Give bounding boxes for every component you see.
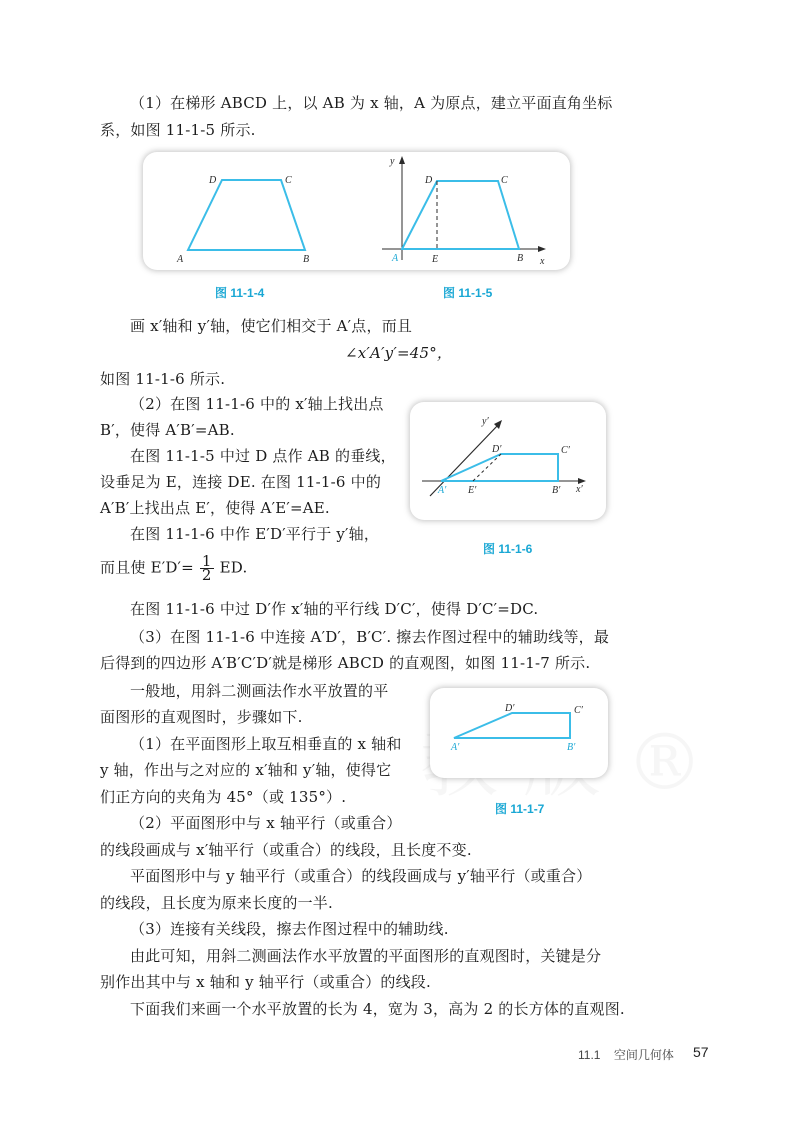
label-D-prime: D′ bbox=[505, 703, 515, 714]
text-run: ED. bbox=[219, 558, 248, 577]
section-title: 空间几何体 bbox=[613, 1048, 674, 1062]
label-C: C bbox=[501, 175, 508, 186]
body-text: （2）平面图形中与 x 轴平行（或重合） bbox=[130, 814, 402, 832]
body-text: 面图形的直观图时，步骤如下. bbox=[100, 708, 303, 726]
figure-11-1-4 bbox=[143, 152, 363, 270]
body-text: 在图 11-1-6 中过 D′作 x′轴的平行线 D′C′，使得 D′C′=DC. bbox=[130, 600, 539, 618]
page-number: 57 bbox=[693, 1044, 709, 1060]
parallelogram-abcd-prime bbox=[441, 454, 558, 481]
body-text: 由此可知，用斜二测画法作水平放置的平面图形的直观图时，关键是分 bbox=[130, 947, 602, 965]
label-E-prime: E′ bbox=[468, 485, 477, 496]
body-text: 一般地，用斜二测画法作水平放置的平 bbox=[130, 682, 389, 700]
body-text: （1）在平面图形上取互相垂直的 x 轴和 bbox=[130, 735, 402, 753]
caption-11-1-5: 图 11-1-5 bbox=[443, 286, 493, 300]
body-text: 在图 11-1-5 中过 D 点作 AB 的垂线， bbox=[130, 447, 396, 465]
figure-11-1-5 bbox=[370, 152, 570, 270]
body-text: 系，如图 11-1-5 所示. bbox=[100, 121, 256, 139]
label-C-prime: C′ bbox=[574, 705, 583, 716]
trapezoid-abcd bbox=[402, 181, 519, 249]
caption-11-1-7: 图 11-1-7 bbox=[495, 802, 545, 816]
label-B: B bbox=[517, 253, 524, 264]
section-number: 11.1 bbox=[578, 1048, 601, 1062]
body-text: 下面我们来画一个水平放置的长为 4，宽为 3，高为 2 的长方体的直观图. bbox=[130, 1000, 625, 1018]
body-text: 设垂足为 E，连接 DE. 在图 11-1-6 中的 bbox=[100, 473, 382, 491]
body-text: 在图 11-1-6 中作 E′D′平行于 y′轴， bbox=[130, 525, 380, 543]
body-text: 们正方向的夹角为 45°（或 135°）. bbox=[100, 788, 347, 806]
label-A-prime: A′ bbox=[438, 485, 447, 496]
body-text: 如图 11-1-6 所示. bbox=[100, 370, 226, 388]
caption-11-1-6: 图 11-1-6 bbox=[483, 542, 533, 556]
text-run: 而且使 E′D′= bbox=[100, 558, 194, 577]
formula: ∠x′A′y′=45°， bbox=[345, 344, 453, 362]
body-text: （2）在图 11-1-6 中的 x′轴上找出点 bbox=[130, 395, 384, 413]
label-B: B bbox=[303, 254, 310, 265]
body-text: A′B′上找出点 E′，使得 A′E′=AE. bbox=[100, 499, 330, 517]
y-axis-arrow bbox=[399, 156, 405, 164]
label-D: D bbox=[209, 175, 217, 186]
label-B-prime: B′ bbox=[567, 742, 576, 753]
body-text: B′，使得 A′B′=AB. bbox=[100, 421, 235, 439]
label-E: E bbox=[432, 254, 439, 265]
caption-11-1-4: 图 11-1-4 bbox=[215, 286, 265, 300]
label-x-prime: x′ bbox=[576, 484, 583, 495]
body-text: 别作出其中与 x 轴和 y 轴平行（或重合）的线段. bbox=[100, 973, 431, 991]
fraction-half bbox=[200, 552, 214, 584]
body-text: 平面图形中与 y 轴平行（或重合）的线段画成与 y′轴平行（或重合） bbox=[130, 867, 592, 885]
figure-11-1-6 bbox=[410, 402, 606, 520]
body-text: （3）在图 11-1-6 中连接 A′D′，B′C′. 擦去作图过程中的辅助线等，最 bbox=[130, 628, 610, 646]
fraction-denominator: 2 bbox=[201, 566, 212, 584]
fraction-numerator: 1 bbox=[201, 552, 212, 570]
label-B-prime: B′ bbox=[552, 485, 561, 496]
x-axis-arrow bbox=[538, 246, 546, 252]
body-text: 的线段，且长度为原来长度的一半. bbox=[100, 894, 333, 912]
label-x: x bbox=[540, 256, 545, 267]
body-text: 画 x′轴和 y′轴，使它们相交于 A′点，而且 bbox=[130, 317, 413, 335]
label-D-prime: D′ bbox=[492, 444, 502, 455]
body-text: y 轴，作出与之对应的 x′轴和 y′轴，使得它 bbox=[100, 761, 392, 779]
body-text: 后得到的四边形 A′B′C′D′就是梯形 ABCD 的直观图，如图 11-1-7 所示. bbox=[100, 654, 591, 672]
segment-ed-prime bbox=[473, 454, 501, 481]
body-text: （3）连接有关线段，擦去作图过程中的辅助线. bbox=[130, 920, 449, 938]
footer-section bbox=[578, 1046, 674, 1063]
label-C-prime: C′ bbox=[561, 445, 570, 456]
label-y-prime: y′ bbox=[482, 416, 489, 427]
trapezoid-abcd bbox=[188, 180, 305, 250]
label-A-prime: A′ bbox=[451, 742, 460, 753]
parallelogram-abcd-prime bbox=[454, 713, 570, 738]
label-y: y bbox=[390, 156, 395, 167]
label-D: D bbox=[425, 175, 433, 186]
label-A: A bbox=[392, 253, 399, 264]
body-text bbox=[100, 552, 248, 584]
label-C: C bbox=[285, 175, 292, 186]
figure-11-1-7 bbox=[430, 688, 608, 778]
label-A: A bbox=[177, 254, 184, 265]
body-text: 的线段画成与 x′轴平行（或重合）的线段，且长度不变. bbox=[100, 841, 472, 859]
body-text: （1）在梯形 ABCD 上，以 AB 为 x 轴，A 为原点，建立平面直角坐标 bbox=[130, 94, 613, 112]
